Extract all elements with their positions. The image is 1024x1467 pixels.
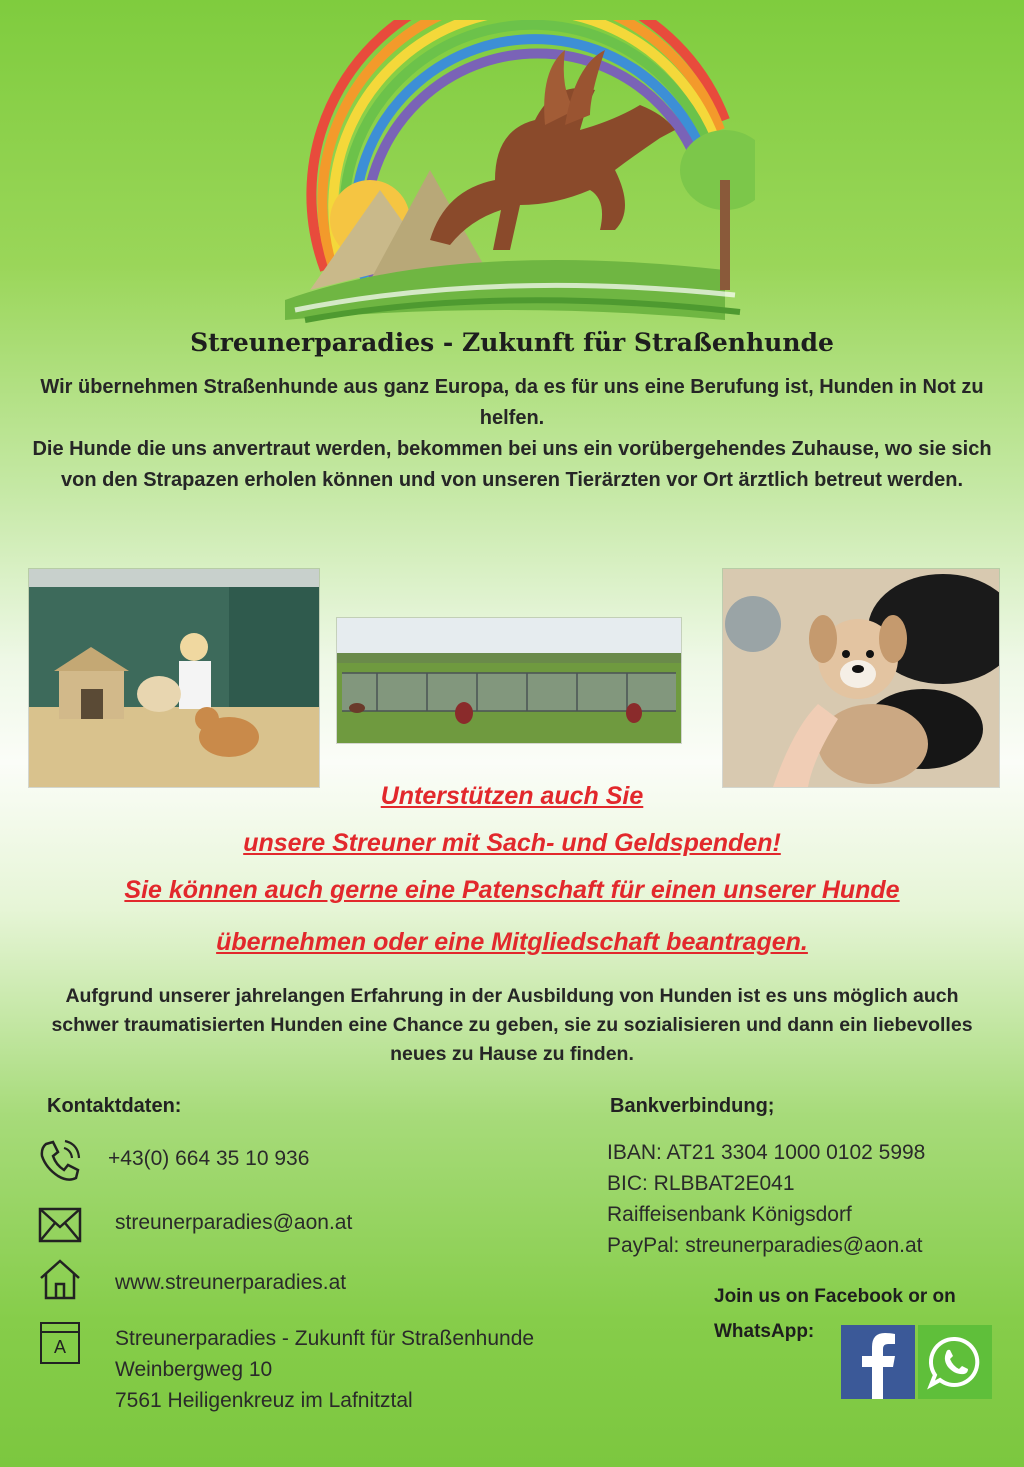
bank-paypal: PayPal: streunerparadies@aon.at [607,1234,923,1257]
photo-dog-enclosure-field [336,617,682,744]
address-line-1: Streunerparadies - Zukunft für Straßenhunde [115,1327,535,1350]
intro-paragraph-2: Die Hunde die uns anvertraut werden, bekommen bei uns ein vorübergehendes Zuhause, wo sie sich von den Strapazen erholen können und von unseren Tierärzten vor Ort ärztlich betreut werden. [32,438,992,491]
cta-line-3: Sie können auch gerne eine Patenschaft für einen unserer Hunde [124,876,900,904]
address-line-2: Weinbergweg 10 [115,1358,273,1381]
address-book-icon [40,1322,80,1364]
photo-puppy [722,568,1000,788]
intro-text [30,372,994,496]
home-icon [38,1258,82,1300]
intro-paragraph-1: Wir übernehmen Straßenhunde aus ganz Europa, da es für uns eine Berufung ist, Hunden in Not zu helfen. [40,376,984,429]
contact-heading: Kontaktdaten: [47,1095,182,1117]
contact-phone[interactable]: +43(0) 664 35 10 936 [108,1147,310,1170]
bank-name: Raiffeisenbank Königsdorf [607,1203,852,1226]
contact-address [115,1323,534,1416]
page-title: Streunerparadies - Zukunft für Straßenhunde [190,328,834,357]
expertise-text: Aufgrund unserer jahrelangen Erfahrung in der Ausbildung von Hunden ist es uns möglich auch schwer traumatisierten Hunden eine Chance zu geben, sie zu sozialisieren und dann ein liebevolles neues zu Hause zu finden. [51,985,973,1065]
whatsapp-icon[interactable] [918,1325,992,1399]
streunerparadies-logo [255,20,755,330]
bank-details [607,1137,925,1261]
cta-line-2: unsere Streuner mit Sach- und Geldspenden! [243,829,781,857]
contact-website[interactable]: www.streunerparadies.at [115,1271,347,1294]
phone-icon [38,1138,82,1184]
email-icon [38,1207,82,1243]
bank-bic: BIC: RLBBAT2E041 [607,1172,795,1195]
address-icon-letter: A [53,1337,66,1357]
social-line-1: Join us on Facebook or on [714,1286,956,1307]
social-line-2: WhatsApp: [714,1321,815,1342]
contact-email[interactable]: streunerparadies@aon.at [115,1211,353,1234]
facebook-icon[interactable] [841,1325,915,1399]
bank-iban: IBAN: AT21 3304 1000 0102 5998 [607,1141,926,1164]
cta-line-4: übernehmen oder eine Mitgliedschaft beantragen. [216,928,808,956]
bank-heading: Bankverbindung; [610,1095,775,1117]
photo-kennel-woman-dogs [28,568,320,788]
cta-line-1: Unterstützen auch Sie [380,782,644,810]
address-line-3: 7561 Heiligenkreuz im Lafnitztal [115,1389,413,1412]
